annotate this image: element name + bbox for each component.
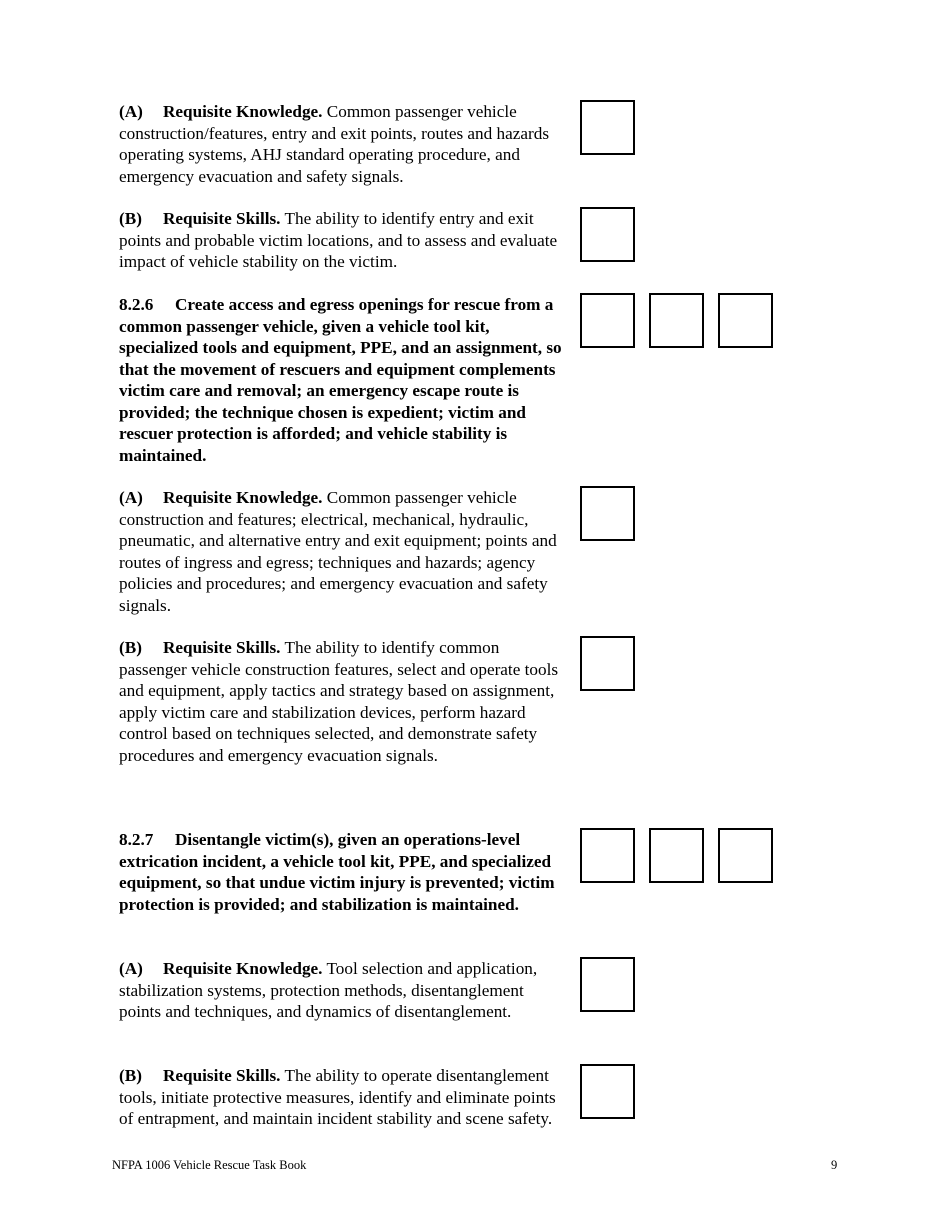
signoff-checkbox-1[interactable] (580, 293, 635, 348)
jpr-number: 8.2.6 (119, 295, 154, 314)
signoff-checkbox-2[interactable] (649, 293, 704, 348)
item-marker: (B) (119, 638, 142, 657)
item-text: The ability to identify common passenger vehicle construction features, select and operate tools and equipment, apply tactics and strategy based on assignment, apply victim care and stabilization devices, perform hazard control based on techniques selected, and demonstrate safety procedures and emergency evacuation signals. (119, 638, 559, 765)
signoff-checkbox[interactable] (580, 207, 635, 262)
item-label: Requisite Knowledge. (163, 102, 323, 121)
item-text: Common passenger vehicle construction/features, entry and exit points, routes and hazards operating systems, AHJ standard operating procedure, and emergency evacuation and safety signals. (119, 102, 550, 186)
signoff-checkbox-3[interactable] (718, 828, 773, 883)
checkbox-group-8-2-5-b (580, 207, 649, 263)
item-marker: (A) (119, 488, 143, 507)
requisite-skills-8-2-5 (119, 208, 567, 273)
signoff-checkbox[interactable] (580, 1064, 635, 1119)
requisite-knowledge-8-2-7 (119, 958, 567, 1023)
signoff-checkbox-3[interactable] (718, 293, 773, 348)
checkbox-group-8-2-7 (580, 828, 787, 884)
requisite-skills-8-2-7 (119, 1065, 567, 1130)
item-label: Requisite Knowledge. (163, 959, 323, 978)
page-number: 9 (831, 1158, 838, 1172)
checkbox-group-8-2-6-a (580, 486, 649, 542)
item-marker: (B) (119, 209, 142, 228)
jpr-8-2-6 (119, 294, 567, 466)
jpr-text: Disentangle victim(s), given an operations-level extrication incident, a vehicle tool kit, PPE, and specialized equipment, so that undue victim injury is prevented; victim protection is provided; and stabilization is maintained. (119, 830, 555, 914)
signoff-checkbox-1[interactable] (580, 828, 635, 883)
jpr-text: Create access and egress openings for rescue from a common passenger vehicle, given a vehicle tool kit, specialized tools and equipment, PPE, and an assignment, so that the movement of rescuers and equipment complements victim care and removal; an emergency escape route is provided; the technique chosen is expedient; victim and rescuer protection is afforded; and vehicle stability is maintained. (119, 295, 562, 465)
checkbox-group-8-2-6 (580, 293, 787, 349)
item-label: Requisite Skills. (163, 209, 281, 228)
item-label: Requisite Knowledge. (163, 488, 323, 507)
requisite-skills-8-2-6 (119, 637, 567, 766)
item-text: The ability to operate disentanglement tools, initiate protective measures, identify and eliminate points of entrapment, and maintain incident stability and scene safety. (119, 1066, 556, 1128)
checkbox-group-8-2-6-b (580, 636, 649, 692)
signoff-checkbox[interactable] (580, 486, 635, 541)
jpr-8-2-7 (119, 829, 567, 915)
item-label: Requisite Skills. (163, 638, 281, 657)
item-text: The ability to identify entry and exit points and probable victim locations, and to assess and evaluate impact of vehicle stability on the victim. (119, 209, 558, 271)
item-label: Requisite Skills. (163, 1066, 281, 1085)
requisite-knowledge-8-2-6 (119, 487, 567, 616)
checkbox-group-8-2-7-b (580, 1064, 649, 1120)
jpr-number: 8.2.7 (119, 830, 154, 849)
requisite-knowledge-8-2-5 (119, 101, 567, 187)
checkbox-group-8-2-5-a (580, 100, 649, 156)
item-marker: (A) (119, 102, 143, 121)
signoff-checkbox[interactable] (580, 100, 635, 155)
footer-title: NFPA 1006 Vehicle Rescue Task Book (112, 1158, 307, 1172)
item-marker: (B) (119, 1066, 142, 1085)
item-text: Tool selection and application, stabilization systems, protection methods, disentanglement points and techniques, and dynamics of disentanglement. (119, 959, 538, 1021)
signoff-checkbox[interactable] (580, 957, 635, 1012)
signoff-checkbox[interactable] (580, 636, 635, 691)
item-text: Common passenger vehicle construction and features; electrical, mechanical, hydraulic, pneumatic, and alternative entry and exit equipment; points and routes of ingress and egress; techniques and hazards; agency policies and procedures; and emergency evacuation and safety signals. (119, 488, 557, 615)
checkbox-group-8-2-7-a (580, 957, 649, 1013)
item-marker: (A) (119, 959, 143, 978)
signoff-checkbox-2[interactable] (649, 828, 704, 883)
